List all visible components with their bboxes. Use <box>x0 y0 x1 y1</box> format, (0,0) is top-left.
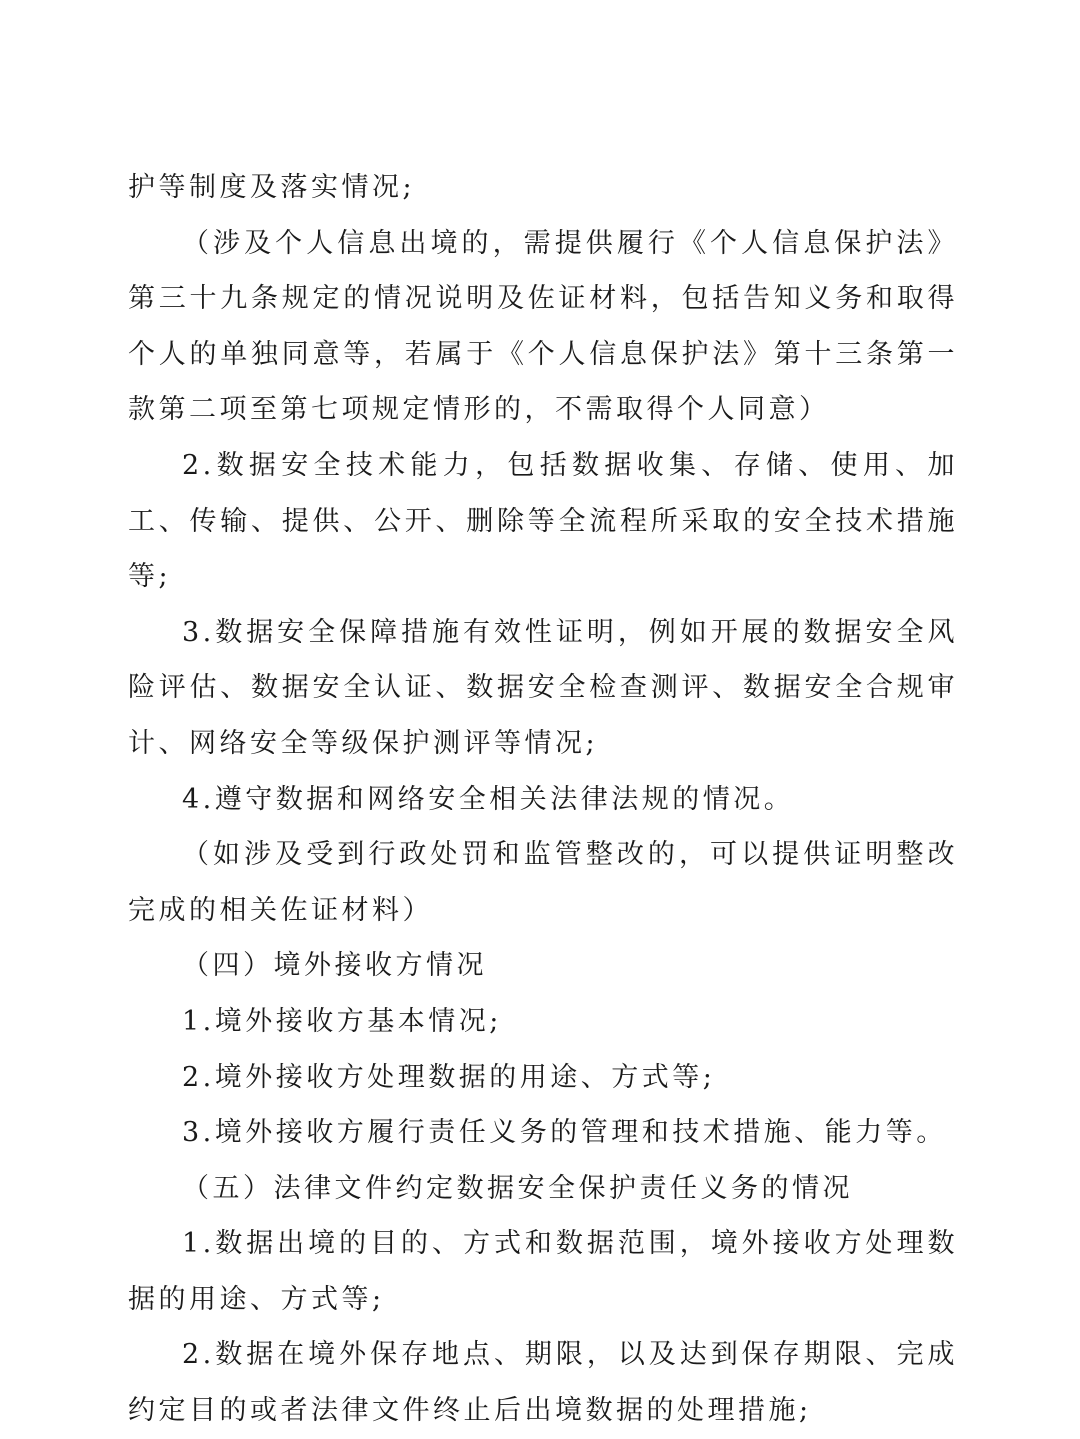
section-heading: （五）法律文件约定数据安全保护责任义务的情况 <box>182 1172 853 1204</box>
paragraph: 2.数据在境外保存地点、期限，以及达到保存期限、完成约定目的或者法律文件终止后出境数据的处理措施; <box>128 1339 958 1427</box>
section-heading: （四）境外接收方情况 <box>182 950 487 982</box>
paragraph: 1.境外接收方基本情况; <box>182 1005 502 1037</box>
paragraph: （涉及个人信息出境的，需提供履行《个人信息保护法》第三十九条规定的情况说明及佐证材料，包括告知义务和取得个人的单独同意等，若属于《个人信息保护法》第十三条第一款第二项至第七项规定情形的，不需取得个人同意） <box>128 227 958 426</box>
paragraph: 2.境外接收方处理数据的用途、方式等; <box>182 1061 716 1093</box>
paragraph: 3.数据安全保障措施有效性证明，例如开展的数据安全风险评估、数据安全认证、数据安全检查测评、数据安全合规审计、网络安全等级保护测评等情况; <box>128 616 958 759</box>
document-body <box>128 160 958 1439</box>
paragraph: 1.数据出境的目的、方式和数据范围，境外接收方处理数据的用途、方式等; <box>128 1228 958 1315</box>
paragraph: 2.数据安全技术能力，包括数据收集、存储、使用、加工、传输、提供、公开、删除等全流程所采取的安全技术措施等; <box>128 449 958 593</box>
paragraph: 4.遵守数据和网络安全相关法律法规的情况。 <box>182 783 795 815</box>
paragraph: 3.境外接收方履行责任义务的管理和技术措施、能力等。 <box>182 1117 947 1149</box>
paragraph: 护等制度及落实情况; <box>128 172 416 203</box>
paragraph: （如涉及受到行政处罚和监管整改的，可以提供证明整改完成的相关佐证材料） <box>128 839 958 926</box>
